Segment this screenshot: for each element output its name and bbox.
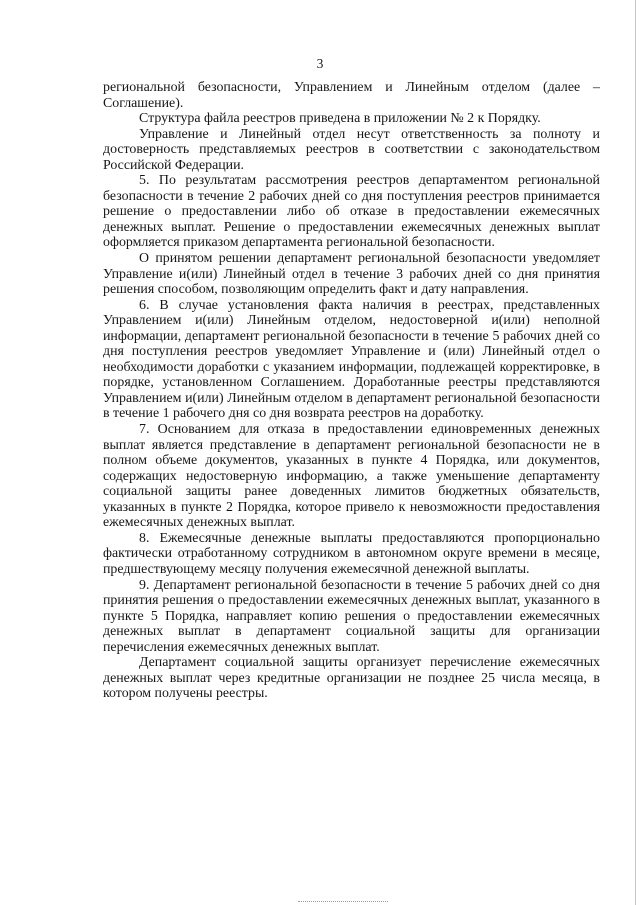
document-body (103, 80, 600, 702)
paragraph-item-6: 6. В случае установления факта наличия в реестрах, представленных Управлением и(или) Линейным отделом, недостоверной и(или) неполной информации, департамент региональной безопасности в течение 5 рабочих дней со дня поступления реестров уведомляет Управление и (или) Линейный отдел о необходимости доработки с указанием информации, подлежащей корректировке, в порядке, установленном Соглашением. Доработанные реестры представляются Управлением и(или) Линейным отделом в департамент региональной безопасности в течение 1 рабочего дня со дня возврата реестров на доработку. (103, 297, 600, 422)
paragraph-transfer: Департамент социальной защиты организует перечисление ежемесячных денежных выплат через кредитные организации не позднее 25 числа месяца, в котором получены реестры. (103, 655, 600, 702)
paragraph-decision-notification: О принятом решении департамент региональной безопасности уведомляет Управление и(или) Линейный отдел в течение 3 рабочих дней со дня принятия решения способом, позволяющим определить факт и дату направления. (103, 251, 600, 298)
paragraph-responsibility: Управление и Линейный отдел несут ответственность за полноту и достоверность представляемых реестров в соответствии с законодательством Российской Федерации. (103, 126, 600, 173)
scan-bottom-mark (298, 901, 388, 903)
paragraph-registry-structure: Структура файла реестров приведена в приложении № 2 к Порядку. (139, 111, 541, 127)
paragraph-agreement-continuation: региональной безопасности, Управлением и Линейным отделом (далее – Соглашение). (103, 80, 600, 111)
scan-edge-line (635, 0, 636, 905)
paragraph-item-8: 8. Ежемесячные денежные выплаты предоставляются пропорционально фактически отработанному сотрудником в автономном округе времени в месяце, предшествующему месяцу получения ежемесячной денежной выплаты. (103, 530, 600, 577)
paragraph-item-7: 7. Основанием для отказа в предоставлении единовременных денежных выплат является представление в департамент региональной безопасности не в полном объеме документов, указанных в пункте 4 Порядка, или документов, содержащих недостоверную информацию, а также уменьшение департаменту социальной защиты ранее доведенных лимитов бюджетных обязательств, указанных в пункте 2 Порядка, которое привело к невозможности предоставления ежемесячных денежных выплат. (103, 422, 600, 531)
paragraph-item-9: 9. Департамент региональной безопасности в течение 5 рабочих дней со дня принятия решения о предоставлении ежемесячных денежных выплат, указанного в пункте 5 Порядка, направляет копию решения о предоставлении ежемесячных денежных выплат в департамент социальной защиты для организации перечисления ежемесячных денежных выплат. (103, 577, 600, 655)
page-number: 3 (316, 56, 324, 71)
paragraph-item-5: 5. По результатам рассмотрения реестров департаментом региональной безопасности в течение 2 рабочих дней со дня поступления реестров принимается решение о предоставлении либо об отказе в предоставлении ежемесячных денежных выплат. Решение о предоставлении ежемесячных денежных выплат оформляется приказом департамента региональной безопасности. (103, 173, 600, 251)
